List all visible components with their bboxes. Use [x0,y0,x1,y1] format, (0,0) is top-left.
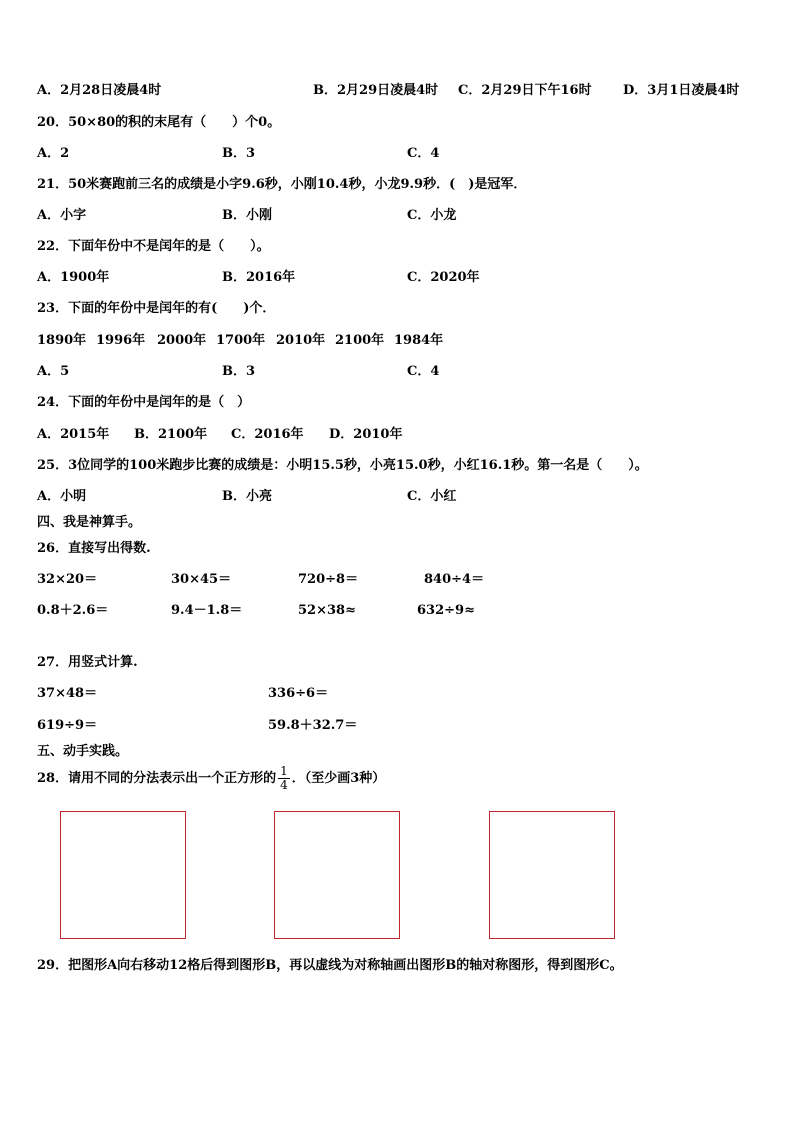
q22-option-b: B．2016年 [222,270,296,285]
q26-expression: 30×45＝ [171,572,232,587]
q27-stem: 27．用竖式计算. [37,655,138,670]
q23-option-a: A．5 [37,364,70,379]
q26-expression: 840÷4＝ [424,572,485,587]
q21-option-b: B．小刚 [222,208,272,223]
q25-option-b: B．小亮 [222,489,272,504]
q25-stem: 25．3位同学的100米跑步比赛的成绩是：小明15.5秒，小亮15.0秒，小红16.1秒。第一名是（ ）。 [37,458,648,473]
drawing-square-3[interactable] [489,811,615,939]
q26-expression: 32×20＝ [37,572,98,587]
q26-stem: 26．直接写出得数. [37,541,151,556]
q23-year: 1700年 [216,333,266,348]
q23-year: 2100年 [335,333,385,348]
q26-expression: 632÷9≈ [417,603,475,618]
q23-year: 1996年 [96,333,146,348]
q27-expression: 59.8＋32.7＝ [268,718,358,733]
q22-option-a: A．1900年 [37,270,110,285]
q24-option-c: C．2016年 [231,427,304,442]
q20-option-b: B．3 [222,146,256,161]
drawing-square-2[interactable] [274,811,400,939]
section-heading: 五、动手实践。 [37,744,129,759]
q22-option-c: C．2020年 [407,270,480,285]
q28-stem-after: ．（至少画3种） [291,771,386,786]
q23-year: 2010年 [276,333,326,348]
fraction-denominator: 4 [280,778,288,792]
q26-expression: 9.4－1.8＝ [171,603,243,618]
q20-option-c: C．4 [407,146,440,161]
q19-option-b: B．2月29日凌晨4时 [313,83,439,98]
q23-option-b: B．3 [222,364,256,379]
q21-option-c: C．小龙 [407,208,457,223]
q26-expression: 0.8＋2.6＝ [37,603,109,618]
q21-option-a: A．小字 [37,208,87,223]
section-heading: 四、我是神算手。 [37,515,142,530]
q23-year: 2000年 [157,333,207,348]
q19-option-c: C．2月29日下午16时 [458,83,592,98]
q28-stem [37,765,385,792]
q26-expression: 720÷8＝ [298,572,359,587]
q24-option-b: B．2100年 [134,427,208,442]
q19-option-d: D．3月1日凌晨4时 [623,83,740,98]
q22-stem: 22．下面年份中不是闰年的是（ ）。 [37,239,270,254]
drawing-square-1[interactable] [60,811,186,939]
q26-expression: 52×38≈ [298,603,356,618]
q25-option-c: C．小红 [407,489,457,504]
q24-option-d: D．2010年 [329,427,403,442]
q27-expression: 37×48＝ [37,686,98,701]
q28-stem-before: 28．请用不同的分法表示出一个正方形的 [37,771,277,786]
q25-option-a: A．小明 [37,489,87,504]
q24-option-a: A．2015年 [37,427,110,442]
q23-year: 1890年 [37,333,87,348]
fraction [278,765,290,792]
q20-option-a: A．2 [37,146,70,161]
q24-stem: 24．下面的年份中是闰年的是（ ） [37,395,251,410]
q19-option-a: A．2月28日凌晨4时 [37,83,162,98]
q21-stem: 21．50米赛跑前三名的成绩是小字9.6秒，小刚10.4秒，小龙9.9秒．( )是冠军． [37,177,527,192]
q20-stem: 20．50×80的积的末尾有（ ）个0。 [37,115,281,130]
q29-stem: 29．把图形A向右移动12格后得到图形B，再以虚线为对称轴画出图形B的轴对称图形，得到图形C。 [37,958,623,973]
q23-option-c: C．4 [407,364,440,379]
q23-year: 1984年 [394,333,444,348]
fraction-numerator: 1 [280,764,288,778]
q27-expression: 336÷6＝ [268,686,329,701]
q23-stem: 23．下面的年份中是闰年的有( )个． [37,301,276,316]
q27-expression: 619÷9＝ [37,718,98,733]
